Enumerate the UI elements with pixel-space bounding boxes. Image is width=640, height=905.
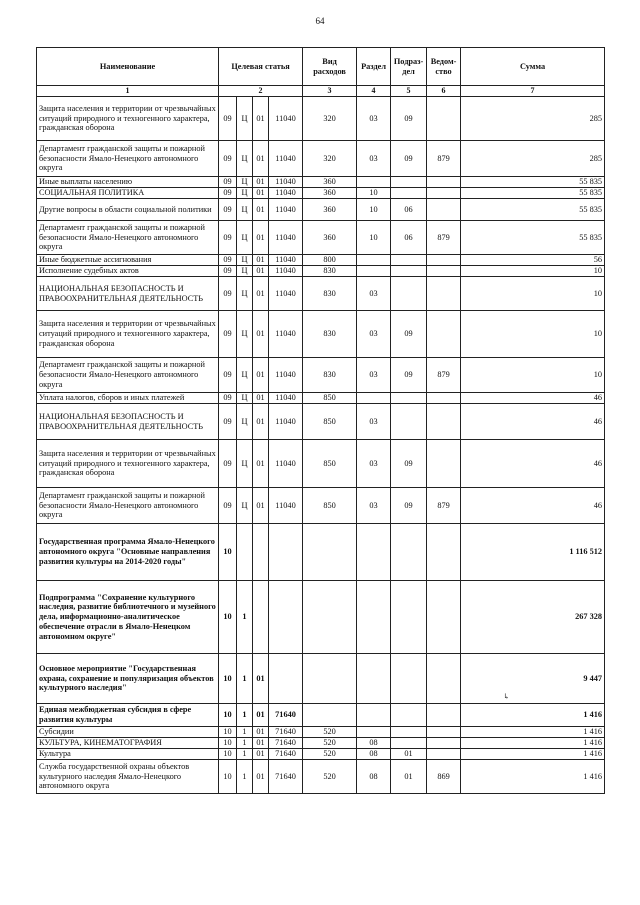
cell-department xyxy=(427,393,461,404)
cell-amount: 55 835 xyxy=(461,177,605,188)
cell-expense-type: 800 xyxy=(303,255,357,266)
cell-target-subprogram: Ц xyxy=(237,277,253,311)
cell-department xyxy=(427,654,461,704)
cell-expense-type xyxy=(303,654,357,704)
cell-target-direction: 11040 xyxy=(269,440,303,488)
cell-section: 08 xyxy=(357,738,391,749)
cell-subsection xyxy=(391,738,427,749)
cell-name: Субсидии xyxy=(37,727,219,738)
header-expense: Вид расходов xyxy=(303,48,357,86)
cell-department xyxy=(427,188,461,199)
cell-subsection xyxy=(391,277,427,311)
cell-amount: 9 447 xyxy=(461,654,605,704)
table-row xyxy=(37,404,605,440)
cell-amount: 1 116 512 xyxy=(461,524,605,581)
cell-target-activity: 01 xyxy=(253,654,269,704)
table-row xyxy=(37,266,605,277)
cell-target-subprogram: 1 xyxy=(237,654,253,704)
table-row xyxy=(37,358,605,393)
cell-target-activity: 01 xyxy=(253,277,269,311)
page-number: 64 xyxy=(315,16,325,26)
cell-target-subprogram: Ц xyxy=(237,255,253,266)
cell-subsection xyxy=(391,654,427,704)
cell-target-direction xyxy=(269,524,303,581)
cell-section xyxy=(357,727,391,738)
cell-target-activity: 01 xyxy=(253,440,269,488)
cell-name: Исполнение судебных актов xyxy=(37,266,219,277)
table-row xyxy=(37,311,605,358)
cell-expense-type: 520 xyxy=(303,760,357,794)
header-target: Целевая статья xyxy=(219,48,303,86)
cell-target-subprogram: Ц xyxy=(237,404,253,440)
cell-target-direction: 11040 xyxy=(269,97,303,141)
cell-name: Другие вопросы в области социальной политики xyxy=(37,199,219,221)
cell-subsection xyxy=(391,255,427,266)
cell-target-direction: 11040 xyxy=(269,177,303,188)
cell-department xyxy=(427,738,461,749)
cell-subsection: 01 xyxy=(391,760,427,794)
table-row xyxy=(37,141,605,177)
cell-target-direction: 11040 xyxy=(269,404,303,440)
cell-department xyxy=(427,277,461,311)
cell-target-activity: 01 xyxy=(253,141,269,177)
cell-expense-type: 850 xyxy=(303,393,357,404)
cell-department: 879 xyxy=(427,358,461,393)
cell-expense-type: 360 xyxy=(303,177,357,188)
cell-target-program: 09 xyxy=(219,488,237,524)
cell-target-program: 09 xyxy=(219,188,237,199)
table-row xyxy=(37,177,605,188)
header-amount: Сумма xyxy=(461,48,605,86)
cell-target-program: 09 xyxy=(219,199,237,221)
cell-target-direction: 11040 xyxy=(269,188,303,199)
cell-name: Государственная программа Ямало-Ненецкого автономного округа "Основные направления развития культуры на 2014-2020 годы" xyxy=(37,524,219,581)
cell-subsection xyxy=(391,727,427,738)
cell-target-subprogram: Ц xyxy=(237,358,253,393)
table-row xyxy=(37,749,605,760)
cell-amount: 10 xyxy=(461,266,605,277)
column-number: 7 xyxy=(461,86,605,97)
cell-target-program: 09 xyxy=(219,311,237,358)
cell-expense-type: 520 xyxy=(303,738,357,749)
column-number-row xyxy=(37,86,605,97)
cell-section xyxy=(357,266,391,277)
cell-target-program: 09 xyxy=(219,266,237,277)
cell-target-subprogram: Ц xyxy=(237,266,253,277)
cell-target-subprogram: 1 xyxy=(237,704,253,727)
cell-name: Защита населения и территории от чрезвычайных ситуаций природного и техногенного характера, гражданская оборона xyxy=(37,97,219,141)
cell-subsection: 09 xyxy=(391,311,427,358)
cell-department xyxy=(427,581,461,654)
cell-section: 03 xyxy=(357,311,391,358)
cell-target-activity: 01 xyxy=(253,97,269,141)
cell-section: 08 xyxy=(357,749,391,760)
cell-name: Уплата налогов, сборов и иных платежей xyxy=(37,393,219,404)
cell-amount: 55 835 xyxy=(461,199,605,221)
cell-amount: 1 416 xyxy=(461,727,605,738)
cell-target-direction xyxy=(269,654,303,704)
cell-amount: 10 xyxy=(461,277,605,311)
cell-name: Департамент гражданской защиты и пожарной безопасности Ямало-Ненецкого автономного округа xyxy=(37,488,219,524)
cell-name: Служба государственной охраны объектов культурного наследия Ямало-Ненецкого автономного округа xyxy=(37,760,219,794)
cell-department xyxy=(427,524,461,581)
cell-expense-type xyxy=(303,524,357,581)
cell-subsection: 09 xyxy=(391,358,427,393)
cell-expense-type: 850 xyxy=(303,404,357,440)
cell-section xyxy=(357,581,391,654)
header-section: Раздел xyxy=(357,48,391,86)
cell-target-activity: 01 xyxy=(253,749,269,760)
column-number: 5 xyxy=(391,86,427,97)
cell-target-program: 09 xyxy=(219,177,237,188)
cell-target-program: 10 xyxy=(219,760,237,794)
cell-amount: 267 328 xyxy=(461,581,605,654)
cell-amount: 1 416 xyxy=(461,738,605,749)
table-row xyxy=(37,221,605,255)
column-number: 6 xyxy=(427,86,461,97)
cell-name: Культура xyxy=(37,749,219,760)
cell-expense-type xyxy=(303,581,357,654)
cell-target-activity: 01 xyxy=(253,177,269,188)
cell-name: НАЦИОНАЛЬНАЯ БЕЗОПАСНОСТЬ И ПРАВООХРАНИТЕЛЬНАЯ ДЕЯТЕЛЬНОСТЬ xyxy=(37,277,219,311)
cell-target-direction: 71640 xyxy=(269,704,303,727)
cell-target-activity xyxy=(253,524,269,581)
cell-target-subprogram: 1 xyxy=(237,760,253,794)
table-row xyxy=(37,727,605,738)
cell-target-program: 10 xyxy=(219,738,237,749)
cell-department: 879 xyxy=(427,141,461,177)
cell-section: 03 xyxy=(357,404,391,440)
cell-target-activity: 01 xyxy=(253,311,269,358)
cell-target-subprogram: Ц xyxy=(237,177,253,188)
cell-target-activity: 01 xyxy=(253,404,269,440)
cell-target-activity: 01 xyxy=(253,358,269,393)
cell-section xyxy=(357,177,391,188)
cell-section: 03 xyxy=(357,440,391,488)
cell-subsection xyxy=(391,524,427,581)
cell-target-direction: 11040 xyxy=(269,199,303,221)
cell-target-program: 09 xyxy=(219,221,237,255)
cell-target-subprogram: 1 xyxy=(237,749,253,760)
cell-department xyxy=(427,704,461,727)
cell-subsection: 06 xyxy=(391,199,427,221)
cell-expense-type: 850 xyxy=(303,440,357,488)
cell-name: Департамент гражданской защиты и пожарной безопасности Ямало-Ненецкого автономного округа xyxy=(37,141,219,177)
cell-target-subprogram: Ц xyxy=(237,199,253,221)
table-row xyxy=(37,524,605,581)
cell-target-direction: 11040 xyxy=(269,221,303,255)
cell-department xyxy=(427,404,461,440)
cell-subsection xyxy=(391,266,427,277)
cell-target-direction: 11040 xyxy=(269,141,303,177)
column-number: 1 xyxy=(37,86,219,97)
cell-target-activity: 01 xyxy=(253,199,269,221)
cell-amount: 56 xyxy=(461,255,605,266)
table-row xyxy=(37,654,605,704)
header-row xyxy=(37,48,605,86)
cell-section xyxy=(357,393,391,404)
cell-target-subprogram: Ц xyxy=(237,440,253,488)
table-body xyxy=(37,97,605,794)
cell-amount: 1 416 xyxy=(461,749,605,760)
cell-target-activity: 01 xyxy=(253,704,269,727)
cell-expense-type: 360 xyxy=(303,221,357,255)
header-department: Ведом-ство xyxy=(427,48,461,86)
table-row xyxy=(37,393,605,404)
cell-section xyxy=(357,704,391,727)
cell-amount: 55 835 xyxy=(461,221,605,255)
cell-target-activity: 01 xyxy=(253,760,269,794)
cell-target-activity: 01 xyxy=(253,393,269,404)
cell-section: 10 xyxy=(357,221,391,255)
cell-amount: 285 xyxy=(461,97,605,141)
cell-target-program: 09 xyxy=(219,358,237,393)
cell-target-program: 09 xyxy=(219,255,237,266)
cell-section: 03 xyxy=(357,141,391,177)
cell-target-direction: 71640 xyxy=(269,727,303,738)
cell-target-program: 09 xyxy=(219,393,237,404)
cell-expense-type: 520 xyxy=(303,727,357,738)
cell-amount: 1 416 xyxy=(461,760,605,794)
cell-subsection: 01 xyxy=(391,749,427,760)
table-row xyxy=(37,581,605,654)
cell-target-subprogram: Ц xyxy=(237,311,253,358)
cell-expense-type: 520 xyxy=(303,749,357,760)
cell-section: 08 xyxy=(357,760,391,794)
cell-target-subprogram: 1 xyxy=(237,581,253,654)
cell-amount: 10 xyxy=(461,358,605,393)
cell-department xyxy=(427,749,461,760)
cell-target-program: 09 xyxy=(219,440,237,488)
table-row xyxy=(37,760,605,794)
cell-target-program: 10 xyxy=(219,654,237,704)
cell-target-direction: 11040 xyxy=(269,266,303,277)
cell-subsection: 09 xyxy=(391,488,427,524)
cell-target-direction: 11040 xyxy=(269,358,303,393)
cell-department: 869 xyxy=(427,760,461,794)
cell-subsection xyxy=(391,188,427,199)
cell-subsection: 06 xyxy=(391,221,427,255)
cell-target-direction: 11040 xyxy=(269,393,303,404)
cell-name: Департамент гражданской защиты и пожарной безопасности Ямало-Ненецкого автономного округа xyxy=(37,358,219,393)
cell-target-activity: 01 xyxy=(253,738,269,749)
cell-name: КУЛЬТУРА, КИНЕМАТОГРАФИЯ xyxy=(37,738,219,749)
cell-target-activity: 01 xyxy=(253,188,269,199)
cell-expense-type: 320 xyxy=(303,97,357,141)
table-row xyxy=(37,199,605,221)
cell-subsection xyxy=(391,404,427,440)
cell-target-program: 09 xyxy=(219,141,237,177)
cell-name: НАЦИОНАЛЬНАЯ БЕЗОПАСНОСТЬ И ПРАВООХРАНИТЕЛЬНАЯ ДЕЯТЕЛЬНОСТЬ xyxy=(37,404,219,440)
cell-target-direction: 71640 xyxy=(269,760,303,794)
cell-target-program: 09 xyxy=(219,277,237,311)
cell-section: 10 xyxy=(357,188,391,199)
cell-amount: 285 xyxy=(461,141,605,177)
cell-section: 03 xyxy=(357,277,391,311)
cell-name: Единая межбюджетная субсидия в сфере развития культуры xyxy=(37,704,219,727)
cell-target-activity: 01 xyxy=(253,221,269,255)
table-row xyxy=(37,488,605,524)
cell-subsection xyxy=(391,177,427,188)
cell-department: 879 xyxy=(427,488,461,524)
cell-target-subprogram: Ц xyxy=(237,221,253,255)
cell-name: Департамент гражданской защиты и пожарной безопасности Ямало-Ненецкого автономного округа xyxy=(37,221,219,255)
cell-amount: 46 xyxy=(461,488,605,524)
cell-amount: 46 xyxy=(461,440,605,488)
cell-section xyxy=(357,524,391,581)
cell-expense-type: 830 xyxy=(303,311,357,358)
cell-section: 10 xyxy=(357,199,391,221)
cell-expense-type: 360 xyxy=(303,188,357,199)
cell-target-direction: 71640 xyxy=(269,749,303,760)
cell-department xyxy=(427,311,461,358)
cell-subsection: 09 xyxy=(391,97,427,141)
budget-table xyxy=(36,47,605,794)
cell-subsection xyxy=(391,393,427,404)
cell-name: Защита населения и территории от чрезвычайных ситуаций природного и техногенного характера, гражданская оборона xyxy=(37,311,219,358)
cell-amount: 46 xyxy=(461,404,605,440)
check-mark-icon: ↳ xyxy=(503,692,510,701)
table-row xyxy=(37,704,605,727)
column-number: 2 xyxy=(219,86,303,97)
cell-department xyxy=(427,199,461,221)
cell-target-subprogram: Ц xyxy=(237,188,253,199)
cell-target-subprogram: 1 xyxy=(237,738,253,749)
cell-target-subprogram: Ц xyxy=(237,97,253,141)
cell-target-subprogram: Ц xyxy=(237,488,253,524)
cell-target-activity: 01 xyxy=(253,488,269,524)
cell-subsection: 09 xyxy=(391,141,427,177)
header-name: Наименование xyxy=(37,48,219,86)
cell-target-direction xyxy=(269,581,303,654)
cell-subsection xyxy=(391,704,427,727)
cell-target-subprogram xyxy=(237,524,253,581)
column-number: 4 xyxy=(357,86,391,97)
header-subsection: Подраз-дел xyxy=(391,48,427,86)
table-row xyxy=(37,255,605,266)
column-number: 3 xyxy=(303,86,357,97)
cell-subsection xyxy=(391,581,427,654)
cell-target-activity xyxy=(253,581,269,654)
cell-target-program: 10 xyxy=(219,581,237,654)
cell-target-direction: 71640 xyxy=(269,738,303,749)
cell-target-program: 10 xyxy=(219,749,237,760)
cell-name: Иные выплаты населению xyxy=(37,177,219,188)
table-row xyxy=(37,738,605,749)
cell-target-activity: 01 xyxy=(253,266,269,277)
cell-amount: 1 416 xyxy=(461,704,605,727)
cell-section: 03 xyxy=(357,97,391,141)
cell-target-activity: 01 xyxy=(253,727,269,738)
cell-section xyxy=(357,654,391,704)
cell-target-direction: 11040 xyxy=(269,255,303,266)
cell-target-program: 10 xyxy=(219,704,237,727)
table-row xyxy=(37,440,605,488)
cell-department xyxy=(427,266,461,277)
cell-target-subprogram: Ц xyxy=(237,393,253,404)
cell-name: СОЦИАЛЬНАЯ ПОЛИТИКА xyxy=(37,188,219,199)
cell-name: Основное мероприятие "Государственная охрана, сохранение и популяризация объектов культурного наследия" xyxy=(37,654,219,704)
cell-section xyxy=(357,255,391,266)
cell-target-direction: 11040 xyxy=(269,488,303,524)
cell-amount: 46 xyxy=(461,393,605,404)
cell-target-program: 09 xyxy=(219,97,237,141)
cell-department xyxy=(427,177,461,188)
cell-name: Иные бюджетные ассигнования xyxy=(37,255,219,266)
cell-department xyxy=(427,727,461,738)
cell-target-program: 09 xyxy=(219,404,237,440)
cell-subsection: 09 xyxy=(391,440,427,488)
cell-expense-type: 850 xyxy=(303,488,357,524)
cell-expense-type: 360 xyxy=(303,199,357,221)
cell-target-program: 10 xyxy=(219,524,237,581)
cell-expense-type: 320 xyxy=(303,141,357,177)
cell-target-direction: 11040 xyxy=(269,311,303,358)
cell-target-activity: 01 xyxy=(253,255,269,266)
table-row xyxy=(37,277,605,311)
table-row xyxy=(37,97,605,141)
cell-name: Защита населения и территории от чрезвычайных ситуаций природного и техногенного характера, гражданская оборона xyxy=(37,440,219,488)
table-row xyxy=(37,188,605,199)
cell-section: 03 xyxy=(357,358,391,393)
cell-target-subprogram: Ц xyxy=(237,141,253,177)
cell-department: 879 xyxy=(427,221,461,255)
cell-department xyxy=(427,255,461,266)
cell-target-program: 10 xyxy=(219,727,237,738)
cell-department xyxy=(427,440,461,488)
cell-department xyxy=(427,97,461,141)
cell-expense-type xyxy=(303,704,357,727)
cell-target-subprogram: 1 xyxy=(237,727,253,738)
cell-expense-type: 830 xyxy=(303,277,357,311)
cell-name: Подпрограмма "Сохранение культурного наследия, развитие библиотечного и музейного дела, информационно-аналитическое обеспечение отрасли в Ямало-Ненецком автономном округе" xyxy=(37,581,219,654)
cell-expense-type: 830 xyxy=(303,266,357,277)
cell-amount: 55 835 xyxy=(461,188,605,199)
cell-target-direction: 11040 xyxy=(269,277,303,311)
cell-amount: 10 xyxy=(461,311,605,358)
cell-section: 03 xyxy=(357,488,391,524)
cell-expense-type: 830 xyxy=(303,358,357,393)
